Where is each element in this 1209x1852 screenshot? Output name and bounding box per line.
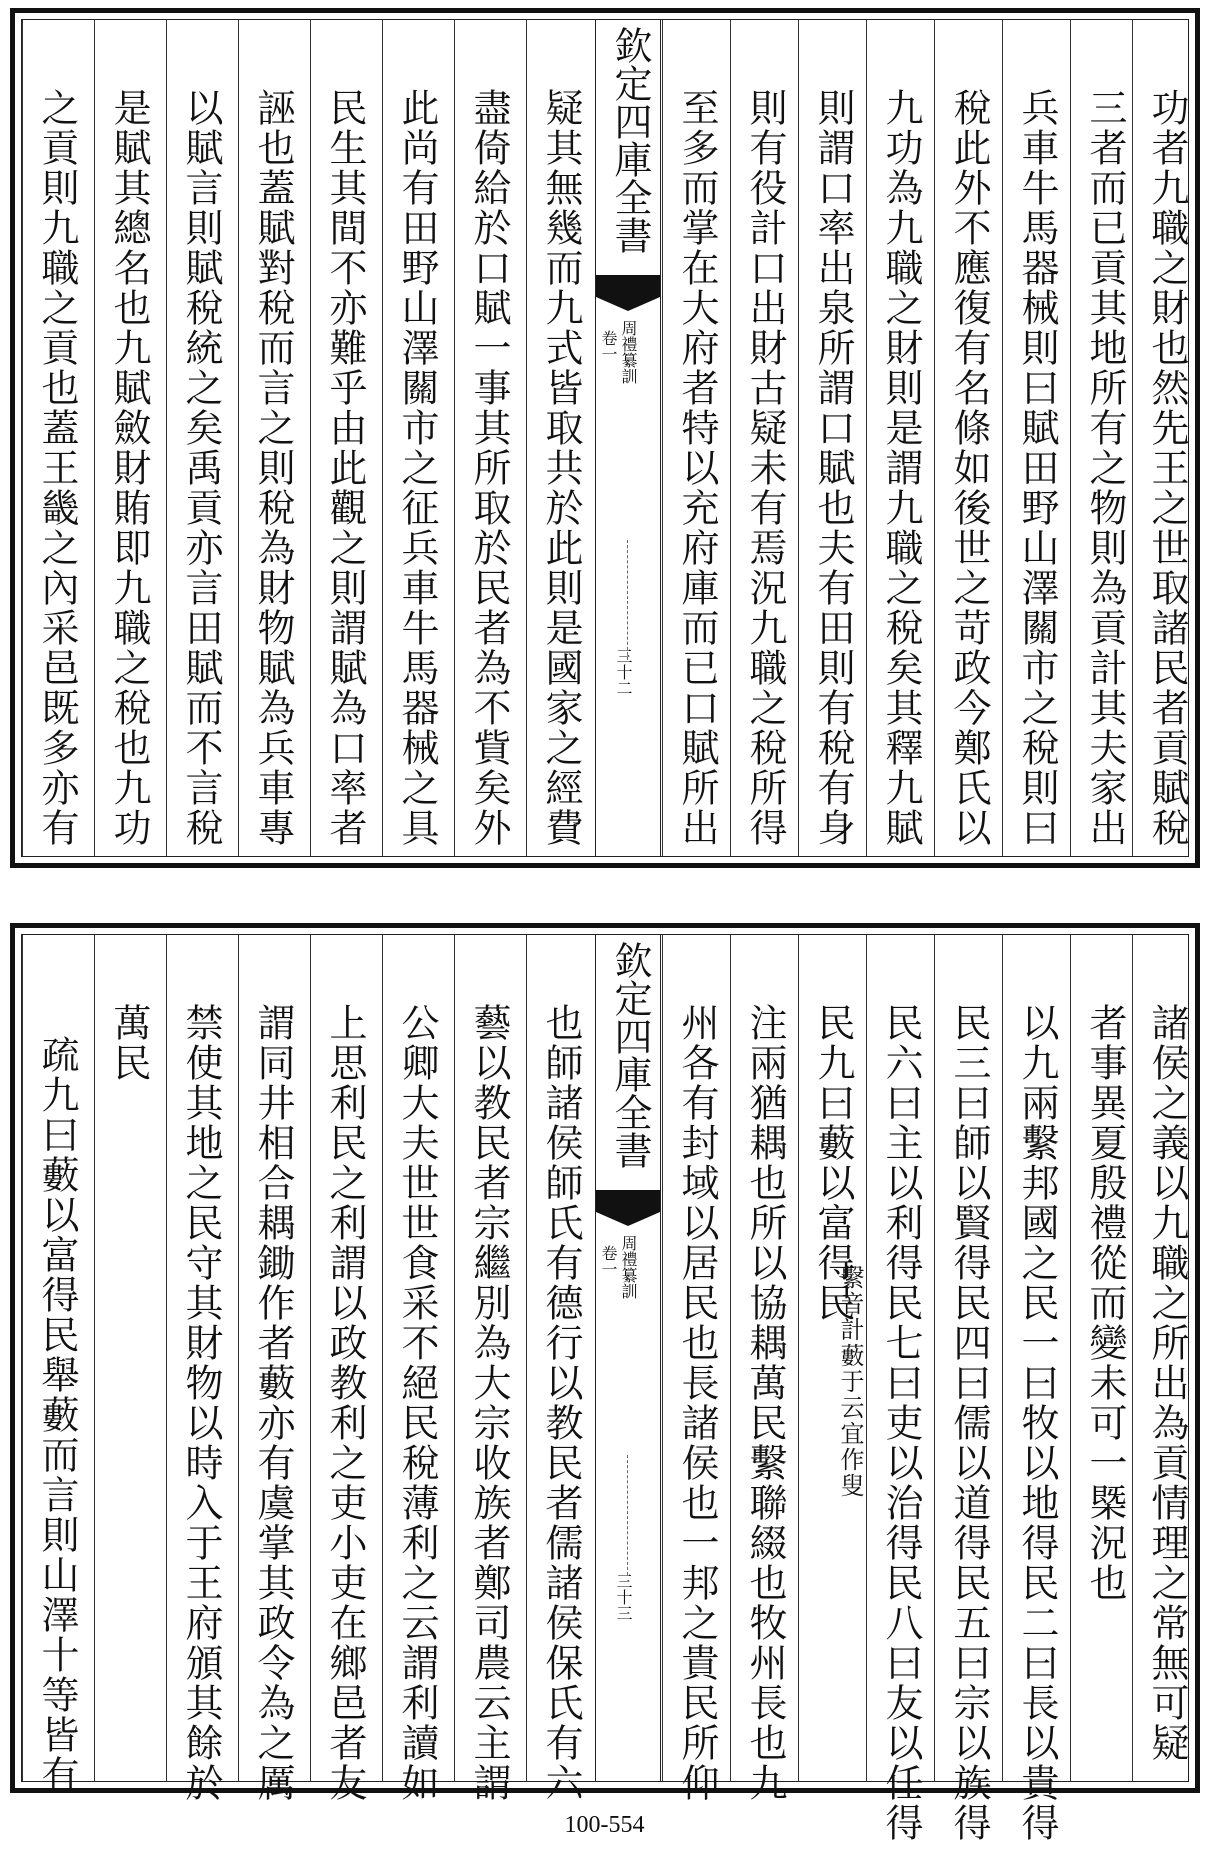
column-text: 此尚有田野山澤關市之征兵車牛馬器械之具 xyxy=(395,88,439,848)
text-column xyxy=(526,935,596,1803)
column-text: 民生其間不亦難乎由此觀之則謂賦為口率者 xyxy=(323,88,367,848)
text-column xyxy=(166,20,236,856)
text-column xyxy=(382,20,452,856)
text-column xyxy=(934,20,1004,856)
text-column xyxy=(1132,935,1202,1781)
column-text: 萬民 xyxy=(107,1003,151,1083)
text-column xyxy=(662,935,732,1803)
column-text: 九功為九職之財則是謂九職之稅矣其釋九賦 xyxy=(879,88,923,848)
column-text: 民六曰主以利得民七曰吏以治得民八曰友以任得 xyxy=(879,1003,923,1843)
column-text: 州各有封域以居民也長諸侯也一邦之貴民所仰 xyxy=(675,1003,719,1803)
column-text: 則有役計口出財古疑未有焉況九職之稅所得 xyxy=(743,88,787,848)
fish-tail-mark xyxy=(596,1190,660,1212)
column-text: 謂同井相合耦鋤作者藪亦有虞掌其政令為之厲 xyxy=(251,1003,295,1803)
fold-book-title: 周禮纂訓 xyxy=(619,1235,638,1299)
column-text: 功者九職之財也然先王之世取諸民者貢賦稅 xyxy=(1145,88,1189,848)
column-text: 公卿大夫世世食采不絕民稅薄利之云謂利讀如 xyxy=(395,1003,439,1803)
interlinear-note: 繫音計藪于云宜作叟 xyxy=(836,1265,864,1499)
text-column xyxy=(526,20,596,856)
fold-title: 欽定四庫全書 xyxy=(608,26,652,254)
text-column xyxy=(22,935,92,1795)
text-column xyxy=(94,935,164,1781)
fold-volume: 卷一 xyxy=(599,1245,618,1277)
fold-title: 欽定四庫全書 xyxy=(608,941,652,1169)
column-text: 稅此外不應復有名條如後世之苛政今鄭氏以 xyxy=(947,88,991,848)
column-text: 禁使其地之民守其財物以時入于王府頒其餘於 xyxy=(179,1003,223,1803)
fish-tail-mark xyxy=(596,275,660,297)
column-text: 則謂口率出泉所謂口賦也夫有田則有稅有身 xyxy=(811,88,855,848)
text-column xyxy=(310,935,380,1803)
text-column xyxy=(798,20,868,856)
fold-page-number: 三十二 xyxy=(614,648,633,696)
fold-page-number: 三十三 xyxy=(614,1573,633,1621)
column-text: 疏九曰藪以富得民舉藪而言則山澤十等皆有 xyxy=(35,1035,79,1795)
column-text: 兵車牛馬器械則曰賦田野山澤關市之稅則曰 xyxy=(1015,88,1059,848)
text-column xyxy=(454,20,524,856)
fold-guide-line xyxy=(627,540,629,660)
text-column xyxy=(662,20,732,856)
text-column xyxy=(798,935,868,1781)
column-text: 至多而掌在大府者特以充府庫而已口賦所出 xyxy=(675,88,719,848)
fold-guide-line xyxy=(627,1455,629,1575)
column-text: 上思利民之利謂以政教利之吏小吏在鄉邑者友 xyxy=(323,1003,367,1803)
fold-volume: 卷一 xyxy=(599,330,618,362)
column-text: 注兩猶耦也所以協耦萬民繫聯綴也牧州長也九 xyxy=(743,1003,787,1803)
text-column xyxy=(1070,20,1140,856)
column-text: 盡倚給於口賦一事其所取於民者為不貲矣外 xyxy=(467,88,511,848)
column-text: 者事異夏殷禮從而變未可一槩況也 xyxy=(1083,1003,1127,1603)
column-text: 疑其無幾而九式皆取共於此則是國家之經費 xyxy=(539,88,583,848)
text-column xyxy=(454,935,524,1803)
column-text: 以九兩繫邦國之民一曰牧以地得民二曰長以貴得 xyxy=(1015,1003,1059,1843)
column-text: 也師諸侯師氏有德行以教民者儒諸侯保氏有六 xyxy=(539,1003,583,1803)
column-text: 是賦其總名也九賦斂財賄即九職之稅也九功 xyxy=(107,88,151,848)
column-text: 三者而已貢其地所有之物則為貢計其夫家出 xyxy=(1083,88,1127,848)
text-column xyxy=(22,20,92,856)
text-column xyxy=(866,20,936,856)
fold-book-title: 周禮纂訓 xyxy=(619,320,638,384)
top-page-frame xyxy=(10,8,1200,868)
text-column xyxy=(730,20,800,856)
column-text: 之貢則九職之貢也蓋王畿之內采邑既多亦有 xyxy=(35,88,79,848)
center-fold xyxy=(595,935,661,1781)
text-column xyxy=(730,935,800,1803)
text-column xyxy=(166,935,236,1803)
text-column xyxy=(238,935,308,1803)
text-column xyxy=(310,20,380,856)
text-column xyxy=(934,935,1004,1843)
text-column xyxy=(94,20,164,856)
column-text: 誣也蓋賦對稅而言之則稅為財物賦為兵車專 xyxy=(251,88,295,848)
page-number: 100-554 xyxy=(564,1812,645,1838)
column-text: 民三曰師以賢得民四曰儒以道得民五曰宗以族得 xyxy=(947,1003,991,1843)
column-text: 諸侯之義以九職之所出為貢情理之常無可疑 xyxy=(1145,1003,1189,1763)
text-column xyxy=(866,935,936,1843)
text-column xyxy=(382,935,452,1803)
text-column xyxy=(1070,935,1140,1781)
column-text: 以賦言則賦稅統之矣禹貢亦言田賦而不言稅 xyxy=(179,88,223,848)
text-column xyxy=(1002,935,1072,1843)
column-text: 民九曰藪以富得民 xyxy=(811,1003,855,1323)
text-column xyxy=(1002,20,1072,856)
center-fold xyxy=(595,20,661,856)
top-page-inner-border xyxy=(21,19,1189,857)
text-column xyxy=(1132,20,1202,856)
column-text: 藝以教民者宗繼別為大宗收族者鄭司農云主謂 xyxy=(467,1003,511,1803)
text-column xyxy=(238,20,308,856)
